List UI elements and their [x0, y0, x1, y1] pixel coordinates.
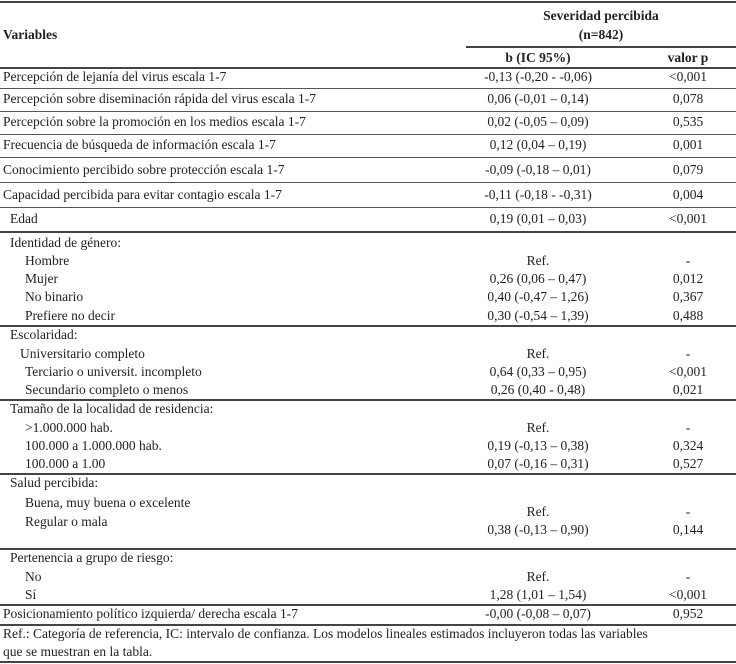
row-b-value: -0,13 (-0,20 - -0,06) — [484, 69, 592, 84]
group-item-label: Sí — [25, 587, 37, 602]
row-divider — [0, 111, 736, 112]
group-item-b-value: 0,30 (-0,54 – 1,39) — [487, 308, 589, 323]
row-p-value: 0,004 — [672, 187, 704, 202]
group-item-b-value: 0,38 (-0,13 – 0,90) — [487, 522, 589, 537]
row-label: Capacidad percibida para evitar contagio escala 1-7 — [3, 187, 282, 202]
header-group-rule — [466, 46, 736, 48]
group-item-p-value: - — [685, 569, 691, 584]
row-label: Frecuencia de búsqueda de información escala 1-7 — [3, 137, 276, 152]
row-label: Percepción sobre la promoción en los medios escala 1-7 — [3, 114, 306, 129]
group-item-label: No — [25, 569, 42, 584]
row-divider — [0, 157, 736, 158]
group-item-b-value: Ref. — [526, 504, 550, 519]
group-item-b-value: Ref. — [526, 569, 550, 584]
row-label: Edad — [10, 211, 38, 226]
group-item-p-value: 0,488 — [672, 308, 704, 323]
footnote-line: Ref.: Categoría de referencia, IC: intervalo de confianza. Los modelos lineales estimados incluyeron todas las variables — [3, 626, 648, 641]
row-b-value: 0,12 (0,04 – 0,19) — [489, 137, 587, 152]
row-p-value: <0,001 — [669, 69, 707, 84]
group-item-p-value: 0,144 — [672, 522, 704, 537]
group-item-p-value: - — [685, 420, 691, 435]
group-item-b-value: 0,07 (-0,16 – 0,31) — [487, 456, 589, 471]
group-item-p-value: - — [685, 346, 691, 361]
row-divider — [0, 182, 736, 183]
header-group-n: (n=842) — [578, 27, 624, 42]
row-b-value: 0,19 (0,01 – 0,03) — [489, 211, 587, 226]
row-divider — [0, 231, 736, 233]
row-divider — [0, 473, 736, 475]
group-item-label: Mujer — [25, 271, 58, 286]
footnote-line: que se muestran en la tabla. — [3, 644, 153, 659]
group-item-p-value: 0,324 — [672, 438, 704, 453]
row-label: Posicionamiento político izquierda/ derecha escala 1-7 — [3, 606, 299, 621]
group-item-p-value: <0,001 — [669, 587, 707, 602]
group-item-b-value: 1,28 (1,01 – 1,54) — [489, 587, 587, 602]
group-item-label: Universitario completo — [20, 346, 145, 361]
group-title: Salud percibida: — [10, 475, 99, 490]
group-item-b-value: Ref. — [526, 253, 550, 268]
group-item-label: Prefiere no decir — [25, 308, 115, 323]
group-item-label: Regular o mala — [25, 514, 108, 529]
row-divider — [0, 88, 736, 89]
group-item-label: 100.000 a 1.00 — [25, 456, 106, 471]
row-b-value: -0,00 (-0,08 – 0,07) — [485, 606, 591, 621]
group-item-b-value: 0,26 (0,40 - 0,48) — [490, 382, 586, 397]
header-col-b: b (IC 95%) — [505, 50, 571, 65]
group-item-p-value: <0,001 — [669, 364, 707, 379]
row-label: Percepción sobre diseminación rápida del virus escala 1-7 — [3, 91, 317, 106]
group-item-b-value: Ref. — [526, 346, 550, 361]
group-item-label: No binario — [25, 289, 84, 304]
row-b-value: -0,09 (-0,18 – 0,01) — [485, 162, 591, 177]
row-divider — [0, 325, 736, 327]
group-title: Identidad de género: — [10, 235, 121, 250]
row-p-value: 0,079 — [672, 162, 704, 177]
group-title: Escolaridad: — [10, 327, 78, 342]
group-item-label: 100.000 a 1.000.000 hab. — [25, 438, 162, 453]
group-item-label: Buena, muy buena o excelente — [25, 495, 191, 510]
row-b-value: 0,02 (-0,05 – 0,09) — [487, 114, 589, 129]
row-p-value: 0,078 — [672, 91, 704, 106]
row-divider — [0, 134, 736, 135]
group-item-p-value: 0,021 — [672, 382, 704, 397]
group-item-b-value: 0,40 (-0,47 – 1,26) — [487, 289, 589, 304]
group-item-b-value: 0,26 (0,06 – 0,47) — [489, 271, 587, 286]
group-item-p-value: - — [685, 253, 691, 268]
row-b-value: -0,11 (-0,18 - -0,31) — [484, 187, 592, 202]
row-label: Percepción de lejanía del virus escala 1-7 — [3, 69, 227, 84]
group-item-b-value: 0,64 (0,33 – 0,95) — [489, 364, 587, 379]
row-p-value: <0,001 — [669, 211, 707, 226]
row-p-value: 0,535 — [672, 114, 704, 129]
row-divider — [0, 661, 736, 663]
header-group-title: Severidad percibida — [543, 8, 659, 23]
group-item-label: Terciario o universit. incompleto — [25, 364, 202, 379]
group-item-p-value: - — [685, 504, 691, 519]
group-item-label: Secundario completo o menos — [25, 382, 189, 397]
header-variables: Variables — [3, 27, 58, 42]
group-item-b-value: 0,19 (-0,13 – 0,38) — [487, 438, 589, 453]
group-item-label: >1.000.000 hab. — [25, 420, 113, 435]
table-top-rule — [0, 1, 736, 3]
group-item-p-value: 0,367 — [672, 289, 704, 304]
row-p-value: 0,001 — [672, 137, 704, 152]
row-divider — [0, 207, 736, 208]
group-item-p-value: 0,527 — [672, 456, 704, 471]
group-title: Pertenencia a grupo de riesgo: — [10, 550, 174, 565]
group-title: Tamaño de la localidad de residencia: — [10, 401, 214, 416]
row-b-value: 0,06 (-0,01 – 0,14) — [487, 91, 589, 106]
group-item-p-value: 0,012 — [672, 271, 704, 286]
group-item-b-value: Ref. — [526, 420, 550, 435]
row-p-value: 0,952 — [672, 606, 704, 621]
group-item-label: Hombre — [25, 253, 70, 268]
header-col-p: valor p — [667, 50, 709, 65]
row-label: Conocimiento percibido sobre protección escala 1-7 — [3, 162, 285, 177]
